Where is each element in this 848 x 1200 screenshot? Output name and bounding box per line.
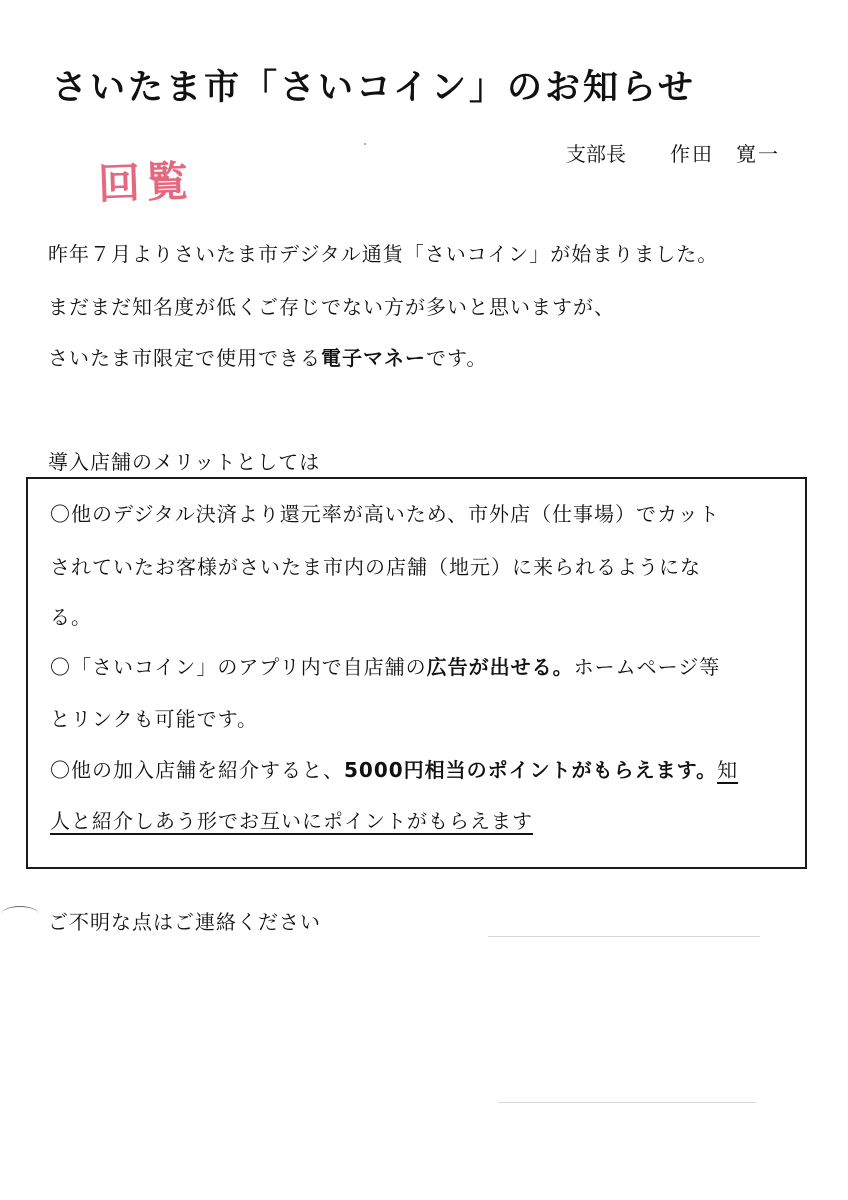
merit-2-line-2: とリンクも可能です。	[50, 707, 258, 731]
document-title: さいたま市「さいコイン」のお知らせ	[52, 68, 696, 108]
faint-scan-line	[488, 936, 760, 937]
merit-1-line-2: されていたお客様がさいたま市内の店舗（地元）に来られるようにな	[50, 555, 701, 579]
merit-3-underline-start: 知	[717, 758, 739, 782]
contact-line: ご不明な点はご連絡ください	[48, 910, 321, 934]
faint-scan-line	[498, 1102, 756, 1103]
merit-2-pre: 〇「さいコイン」のアプリ内で自店舗の	[50, 655, 427, 679]
merit-3-line-1	[50, 754, 738, 783]
scan-artifact-mark	[2, 906, 38, 921]
intro-line-1: 昨年７月よりさいたま市デジタル通貨「さいコイン」が始まりました。	[48, 242, 719, 266]
author-name: 作田 寛一	[670, 142, 780, 166]
circulation-stamp: 回覧	[97, 156, 195, 209]
intro-line-2: まだまだ知名度が低くご存じでない方が多いと思いますが、	[48, 295, 615, 319]
merit-2-post: ホームページ等	[573, 655, 721, 679]
merit-3-pre: 〇他の加入店舗を紹介すると、	[50, 758, 344, 782]
merit-1-line-1: 〇他のデジタル決済より還元率が高いため、市外店（仕事場）でカット	[50, 502, 720, 526]
merit-3-line-2: 人と紹介しあう形でお互いにポイントがもらえます	[50, 809, 533, 833]
intro-line-3-emphasis: 電子マネー	[321, 346, 426, 370]
author-role: 支部長	[566, 142, 626, 166]
merit-1-line-3: る。	[50, 605, 92, 629]
author-line	[566, 138, 780, 167]
merit-2-emphasis: 広告が出せる。	[426, 655, 574, 679]
intro-line-3	[48, 342, 487, 371]
merits-box	[26, 477, 807, 869]
intro-line-3-post: です。	[426, 346, 488, 370]
merit-3-emphasis: 5000円相当のポイントがもらえます。	[344, 758, 718, 782]
merit-2-line-1	[50, 651, 720, 680]
intro-line-3-pre: さいたま市限定で使用できる	[48, 346, 321, 370]
scan-speck	[364, 143, 366, 145]
merit-heading: 導入店舗のメリットとしては	[48, 450, 321, 474]
